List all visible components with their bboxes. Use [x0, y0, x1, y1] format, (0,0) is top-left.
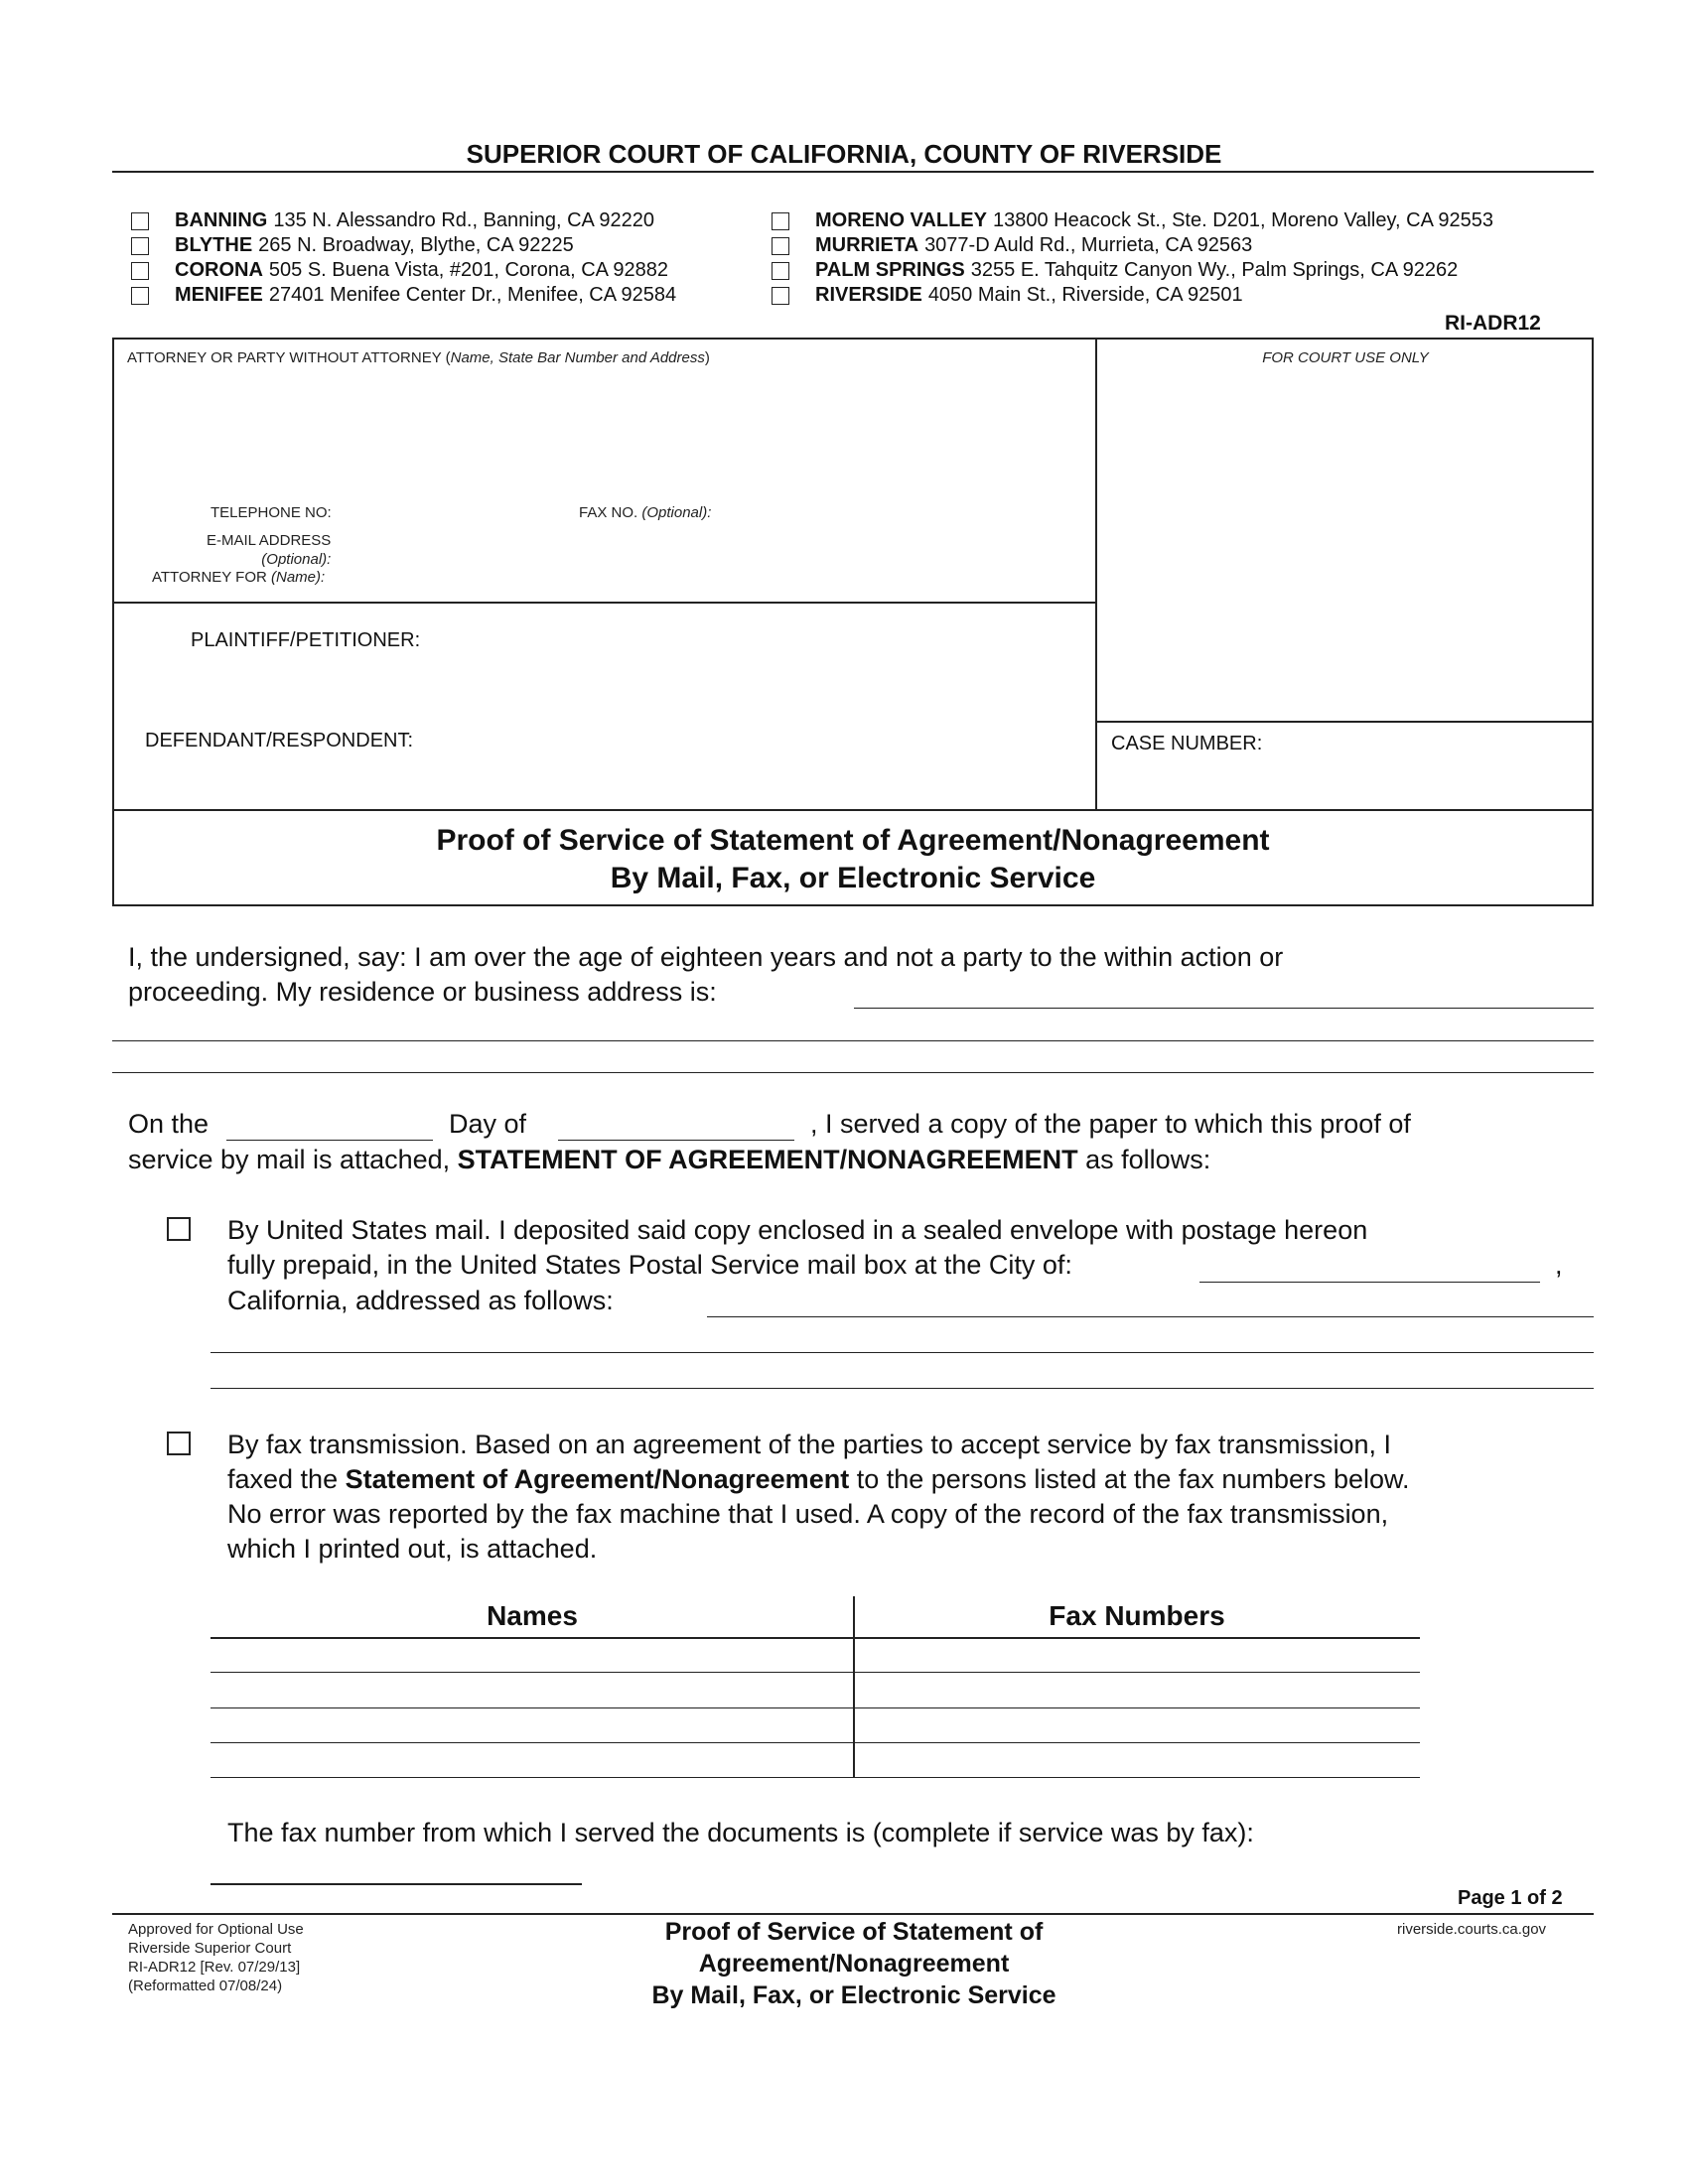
location-riverside: RIVERSIDE 4050 Main St., Riverside, CA 92501 [772, 283, 1493, 308]
plaintiff-label: PLAINTIFF/PETITIONER: [191, 629, 421, 651]
fax-table-row[interactable] [211, 1777, 1420, 1778]
parties-bottom-rule [112, 809, 1594, 811]
footer-rule [112, 1913, 1594, 1915]
fax-line1: By fax transmission. Based on an agreement of the parties to accept service by fax transmission, I [227, 1430, 1392, 1459]
month-blank[interactable] [558, 1140, 794, 1141]
mail-line2: fully prepaid, in the United States Postal Service mail box at the City of: [227, 1250, 1072, 1280]
address-line-2[interactable] [112, 1040, 1594, 1041]
document-title: Proof of Service of Statement of Agreement/Nonagreement By Mail, Fax, or Electronic Service [436, 824, 1270, 894]
location-blythe: BLYTHE 265 N. Broadway, Blythe, CA 92225 [131, 233, 676, 258]
case-number-label: CASE NUMBER: [1111, 733, 1263, 754]
mail-line3: California, addressed as follows: [227, 1286, 614, 1315]
location-moreno-valley: MORENO VALLEY 13800 Heacock St., Ste. D201, Moreno Valley, CA 92553 [772, 208, 1493, 233]
fax-table-row[interactable] [211, 1672, 1420, 1673]
mail-line1: By United States mail. I deposited said copy enclosed in a sealed envelope with postage hereon [227, 1215, 1368, 1245]
mail-address-line-3[interactable] [211, 1388, 1594, 1389]
telephone-label: TELEPHONE NO: [211, 504, 332, 521]
location-murrieta: MURRIETA 3077-D Auld Rd., Murrieta, CA 92563 [772, 233, 1493, 258]
court-use-only-label: FOR COURT USE ONLY [1262, 349, 1429, 366]
location-palm-springs: PALM SPRINGS 3255 E. Tahquitz Canyon Wy., Palm Springs, CA 92262 [772, 258, 1493, 283]
fax-service-checkbox[interactable] [167, 1432, 191, 1455]
footer-title: Proof of Service of Statement of Agreement/Nonagreement By Mail, Fax, or Electronic Service [651, 1918, 1056, 2009]
location-checkbox[interactable] [772, 287, 789, 305]
declaration-line2: proceeding. My residence or business address is: [128, 977, 717, 1007]
locations-right [772, 208, 1493, 308]
location-checkbox[interactable] [131, 237, 149, 255]
location-corona: CORONA 505 S. Buena Vista, #201, Corona, CA 92882 [131, 258, 676, 283]
fax-line3: No error was reported by the fax machine that I used. A copy of the record of the fax transmission, [227, 1499, 1389, 1529]
fax-from-text: The fax number from which I served the documents is (complete if service was by fax): [227, 1818, 1254, 1847]
header-rule [112, 171, 1594, 173]
city-comma: , [1555, 1250, 1563, 1280]
fax-table-header-rule [211, 1637, 1420, 1639]
locations-left [131, 208, 676, 308]
attorney-bottom-rule [112, 602, 1097, 604]
location-checkbox[interactable] [131, 287, 149, 305]
day-of-label: Day of [449, 1109, 527, 1139]
fax-from-blank[interactable] [211, 1883, 582, 1885]
location-banning: BANNING 135 N. Alessandro Rd., Banning, CA 92220 [131, 208, 676, 233]
location-checkbox[interactable] [131, 262, 149, 280]
footer-approval: Approved for Optional Use Riverside Superior Court RI-ADR12 [Rev. 07/29/13] (Reformatted 07/08/24) [128, 1921, 304, 1994]
declaration-line1: I, the undersigned, say: I am over the age of eighteen years and not a party to the within action or [128, 942, 1284, 972]
city-blank[interactable] [1199, 1282, 1540, 1283]
caption-divider [1095, 338, 1097, 811]
court-use-bottom-rule [1095, 721, 1594, 723]
location-checkbox[interactable] [772, 262, 789, 280]
attorney-heading: ATTORNEY OR PARTY WITHOUT ATTORNEY (Name, State Bar Number and Address) [127, 349, 710, 366]
fax-table-row[interactable] [211, 1742, 1420, 1743]
address-line-3[interactable] [112, 1072, 1594, 1073]
location-menifee: MENIFEE 27401 Menifee Center Dr., Menifee, CA 92584 [131, 283, 676, 308]
mail-service-checkbox[interactable] [167, 1217, 191, 1241]
fax-line2: faxed the Statement of Agreement/Nonagreement to the persons listed at the fax numbers below. [227, 1464, 1410, 1494]
fax-line4: which I printed out, is attached. [227, 1534, 598, 1564]
served-text: , I served a copy of the paper to which this proof of [810, 1109, 1411, 1139]
defendant-label: DEFENDANT/RESPONDENT: [145, 730, 414, 751]
fax-label: FAX NO. (Optional): [579, 504, 712, 521]
fax-numbers-column-header: Fax Numbers [1049, 1600, 1225, 1631]
email-label: E-MAIL ADDRESS (Optional): [207, 532, 332, 568]
location-checkbox[interactable] [772, 237, 789, 255]
day-blank[interactable] [226, 1140, 433, 1141]
mail-address-line-2[interactable] [211, 1352, 1594, 1353]
attorney-for-label: ATTORNEY FOR (Name): [152, 569, 326, 586]
form-number: RI-ADR12 [1445, 312, 1541, 335]
location-checkbox[interactable] [131, 212, 149, 230]
on-the-label: On the [128, 1109, 210, 1139]
fax-table-divider [853, 1596, 855, 1777]
mail-address-line-1[interactable] [707, 1316, 1594, 1317]
footer-website[interactable]: riverside.courts.ca.gov [1397, 1921, 1547, 1938]
location-checkbox[interactable] [772, 212, 789, 230]
service-line2: service by mail is attached, STATEMENT OF AGREEMENT/NONAGREEMENT as follows: [128, 1145, 1211, 1174]
names-column-header: Names [487, 1600, 578, 1631]
court-title: SUPERIOR COURT OF CALIFORNIA, COUNTY OF RIVERSIDE [466, 139, 1222, 169]
address-line-1[interactable] [854, 1008, 1594, 1009]
page-label: Page 1 of 2 [1458, 1887, 1563, 1909]
fax-table-row[interactable] [211, 1707, 1420, 1708]
